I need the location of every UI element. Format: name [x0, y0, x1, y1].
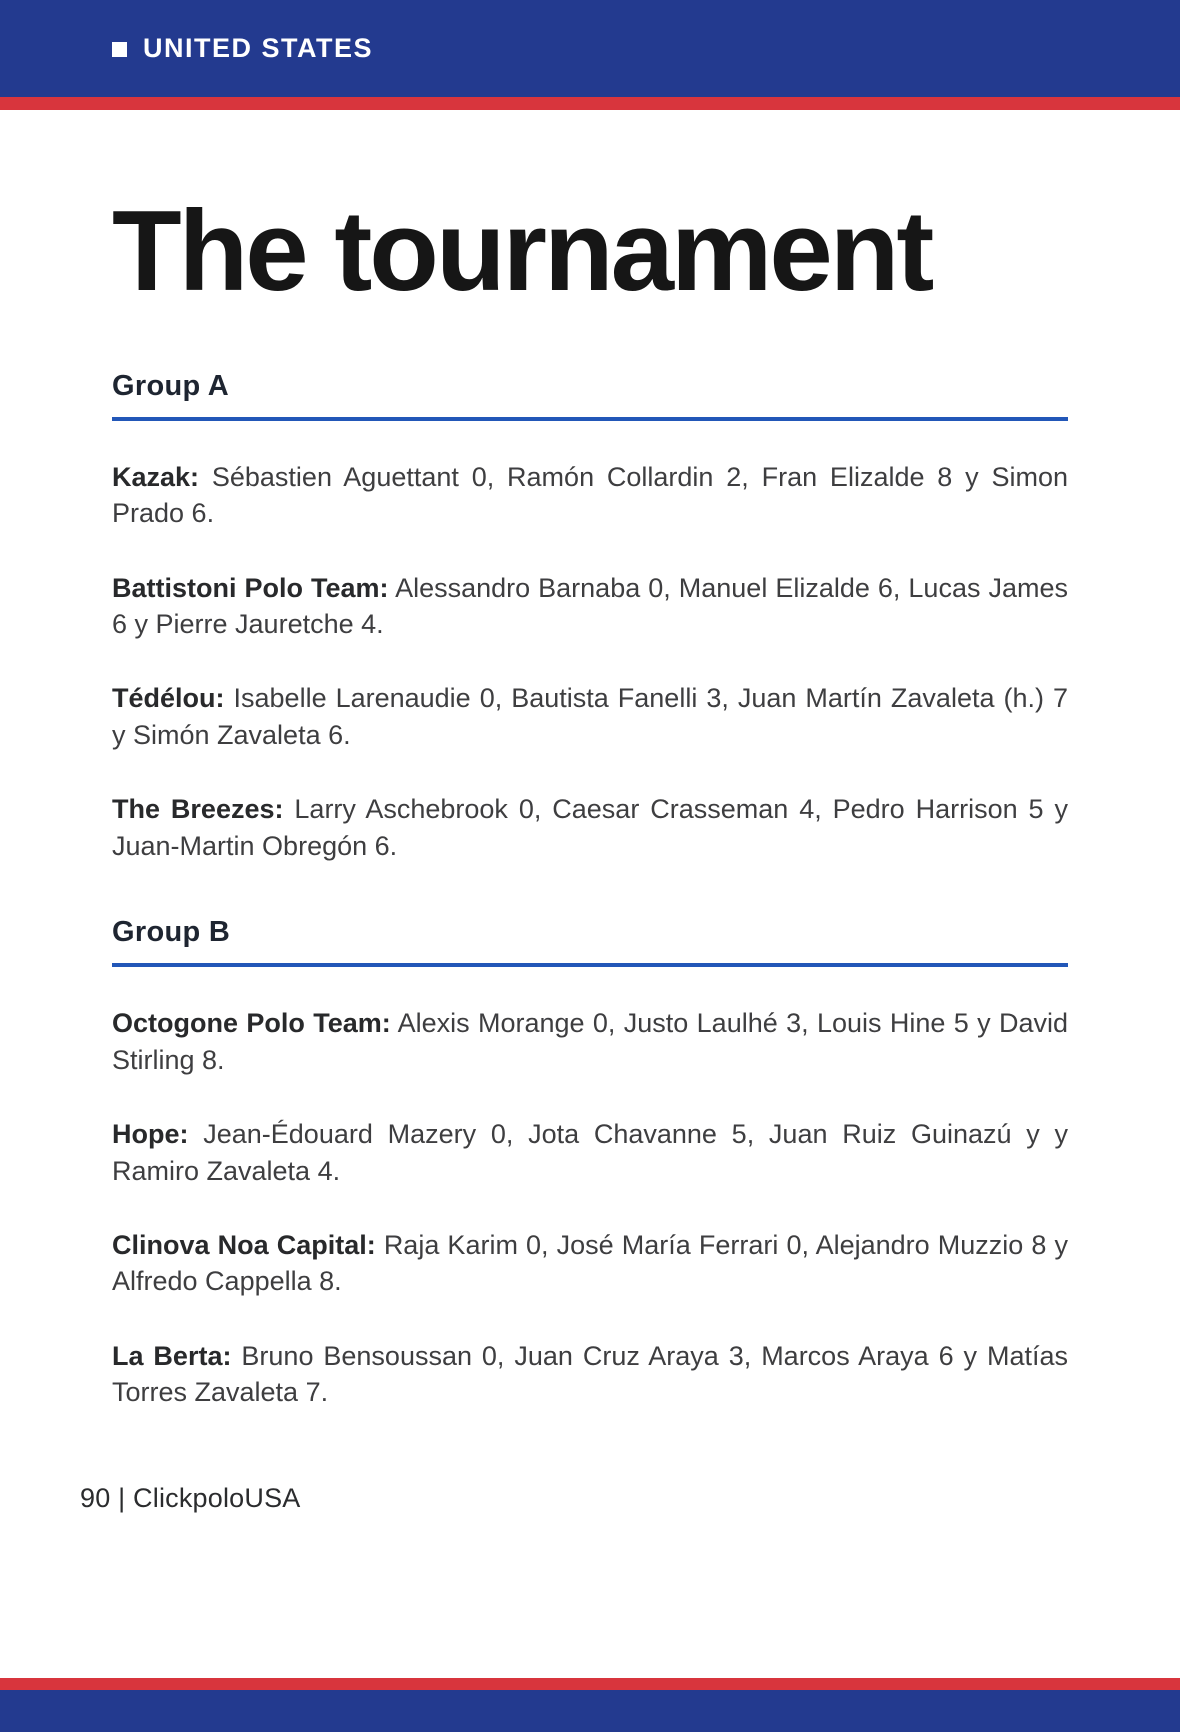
bottom-red-stripe	[0, 1678, 1180, 1690]
team-players: Raja Karim 0, José María Ferrari 0, Alejandro Muzzio 8 y Alfredo Cappella 8.	[112, 1229, 1068, 1297]
group-b-heading: Group B	[112, 916, 231, 949]
team-name: Battistoni Polo Team:	[112, 572, 389, 603]
page-title: The tournament	[112, 188, 932, 315]
team-name: Kazak:	[112, 461, 200, 492]
team-name: Octogone Polo Team:	[112, 1008, 391, 1039]
region-label: UNITED STATES	[143, 33, 374, 63]
team-entry	[112, 1116, 1068, 1189]
team-name: La Berta:	[112, 1340, 232, 1371]
team-entry	[112, 1227, 1068, 1300]
team-players: Sébastien Aguettant 0, Ramón Collardin 2, Fran Elizalde 8 y Simon Prado 6.	[112, 461, 1068, 529]
group-b-section	[112, 916, 1068, 1411]
team-entry	[112, 459, 1068, 532]
team-name: The Breezes:	[112, 794, 284, 825]
team-name: Hope:	[112, 1119, 189, 1150]
team-players: Isabelle Larenaudie 0, Bautista Fanelli 3, Juan Martín Zavaleta (h.) 7 y Simón Zavaleta 6.	[112, 683, 1068, 750]
team-players: Alexis Morange 0, Justo Laulhé 3, Louis Hine 5 y David Stirling 8.	[112, 1008, 1069, 1075]
page-footer: 90 | ClickpoloUSA	[80, 1483, 301, 1513]
group-a-rule	[112, 417, 1068, 421]
team-entry	[112, 680, 1068, 753]
team-entry	[112, 570, 1068, 643]
team-name: Clinova Noa Capital:	[112, 1229, 376, 1260]
bottom-band	[0, 1690, 1180, 1732]
team-entry	[112, 1338, 1068, 1411]
group-a-heading: Group A	[112, 369, 230, 402]
team-players: Jean-Édouard Mazery 0, Jota Chavanne 5, Juan Ruiz Guinazú y y Ramiro Zavaleta 4.	[112, 1119, 1068, 1186]
top-red-stripe	[0, 97, 1180, 110]
team-name: Tédélou:	[112, 683, 225, 714]
page-content	[0, 188, 1180, 1411]
square-bullet-icon	[112, 42, 127, 57]
team-entry	[112, 791, 1068, 864]
team-players: Bruno Bensoussan 0, Juan Cruz Araya 3, Marcos Araya 6 y Matías Torres Zavaleta 7.	[112, 1340, 1069, 1408]
team-players: Alessandro Barnaba 0, Manuel Elizalde 6, Lucas James 6 y Pierre Jauretche 4.	[112, 572, 1069, 639]
header-band	[0, 0, 1180, 97]
team-entry	[112, 1005, 1068, 1078]
team-players: Larry Aschebrook 0, Caesar Crasseman 4, Pedro Harrison 5 y Juan-Martin Obregón 6.	[112, 794, 1068, 861]
group-a-section	[112, 370, 1068, 865]
group-b-rule	[112, 963, 1068, 967]
